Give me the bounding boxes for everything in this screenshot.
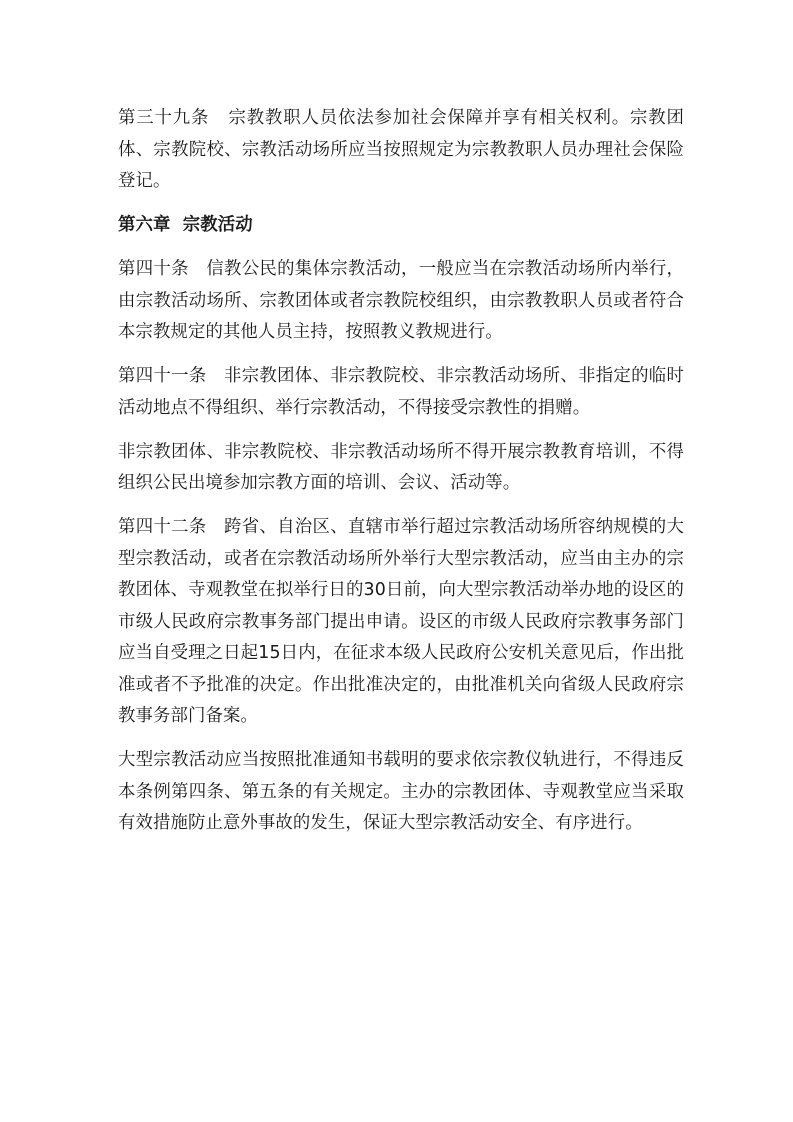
chapter-number: 第六章 (118, 215, 171, 235)
article-39 (118, 103, 684, 198)
article-text: 信教公民的集体宗教活动，一般应当在宗教活动场所内举行，由宗教活动场所、宗教团体或者宗教院校组织，由宗教教职人员或者符合本宗教规定的其他人员主持，按照教义教规进行。 (118, 259, 685, 342)
chapter-title: 宗教活动 (182, 215, 253, 235)
article-number: 第四十一条 (118, 366, 207, 386)
article-40 (118, 254, 684, 349)
article-number: 第四十条 (118, 259, 189, 279)
article-42 (118, 512, 684, 733)
article-text: 宗教教职人员依法参加社会保障并享有相关权利。宗教团体、宗教院校、宗教活动场所应当按照规定为宗教教职人员办理社会保险登记。 (118, 108, 684, 191)
article-41 (118, 361, 684, 424)
paragraph-text: 非宗教团体、非宗教院校、非宗教活动场所不得开展宗教教育培训，不得组织公民出境参加宗教方面的培训、会议、活动等。 (118, 441, 684, 493)
article-42-paragraph-2 (118, 745, 684, 840)
document-page (118, 103, 684, 852)
chapter-heading (118, 210, 684, 242)
paragraph-text: 大型宗教活动应当按照批准通知书载明的要求依宗教仪轨进行，不得违反本条例第四条、第五条的有关规定。主办的宗教团体、寺观教堂应当采取有效措施防止意外事故的发生，保证大型宗教活动安全、有序进行。 (118, 750, 684, 833)
article-41-paragraph-2 (118, 437, 684, 500)
article-number: 第四十二条 (118, 517, 207, 537)
article-text: 非宗教团体、非宗教院校、非宗教活动场所、非指定的临时活动地点不得组织、举行宗教活动，不得接受宗教性的捐赠。 (118, 366, 684, 418)
article-number: 第三十九条 (118, 108, 210, 128)
article-text: 跨省、自治区、直辖市举行超过宗教活动场所容纳规模的大型宗教活动，或者在宗教活动场所外举行大型宗教活动，应当由主办的宗教团体、寺观教堂在拟举行日的30日前，向大型宗教活动举办地的设区的市级人民政府宗教事务部门提出申请。设区的市级人民政府宗教事务部门应当自受理之日起15日内，在征求本级人民政府公安机关意见后，作出批准或者不予批准的决定。作出批准决定的，由批准机关向省级人民政府宗教事务部门备案。 (118, 517, 684, 726)
